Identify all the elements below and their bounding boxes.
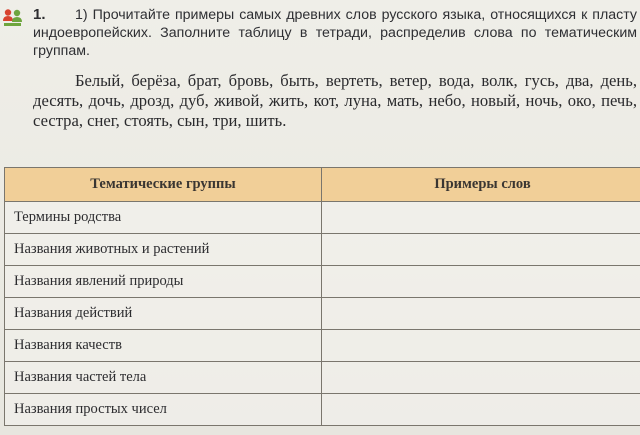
examples-cell: [322, 266, 640, 298]
word-list: Белый, берёза, брат, бровь, быть, вертеть, ветер, вода, волк, гусь, два, день, десять, дочь, дрозд, дуб, живой, жить, кот, луна, мать, небо, новый, ночь, око, печь, сестра, снег, стоять, сын, три, шить.: [33, 71, 637, 130]
group-name-cell: Названия явлений природы: [5, 266, 322, 298]
task-instruction: 1) Прочитайте примеры самых древних слов русского языка, относящихся к пласту индоевропейских. Заполните таблицу в тетради, распределив слова по тематическим группам.: [33, 7, 637, 59]
examples-cell: [322, 202, 640, 234]
column-header-groups: Тематические группы: [5, 168, 322, 202]
table-row: [5, 362, 640, 394]
task-number: 1.: [33, 6, 46, 23]
group-name-cell: Названия качеств: [5, 330, 322, 362]
pair-work-icon: [2, 8, 24, 28]
examples-cell: [322, 234, 640, 266]
group-name-cell: Названия простых чисел: [5, 394, 322, 426]
table-header-row: [5, 168, 640, 202]
table-row: [5, 202, 640, 234]
examples-cell: [322, 330, 640, 362]
group-name-cell: Названия действий: [5, 298, 322, 330]
table-row: [5, 298, 640, 330]
table-row: [5, 234, 640, 266]
examples-cell: [322, 362, 640, 394]
examples-cell: [322, 298, 640, 330]
table-row: [5, 330, 640, 362]
thematic-groups-table: [4, 167, 640, 426]
examples-cell: [322, 394, 640, 426]
group-name-cell: Термины родства: [5, 202, 322, 234]
table-row: [5, 394, 640, 426]
table-row: [5, 266, 640, 298]
group-name-cell: Названия животных и растений: [5, 234, 322, 266]
column-header-examples: Примеры слов: [322, 168, 640, 202]
group-name-cell: Названия частей тела: [5, 362, 322, 394]
